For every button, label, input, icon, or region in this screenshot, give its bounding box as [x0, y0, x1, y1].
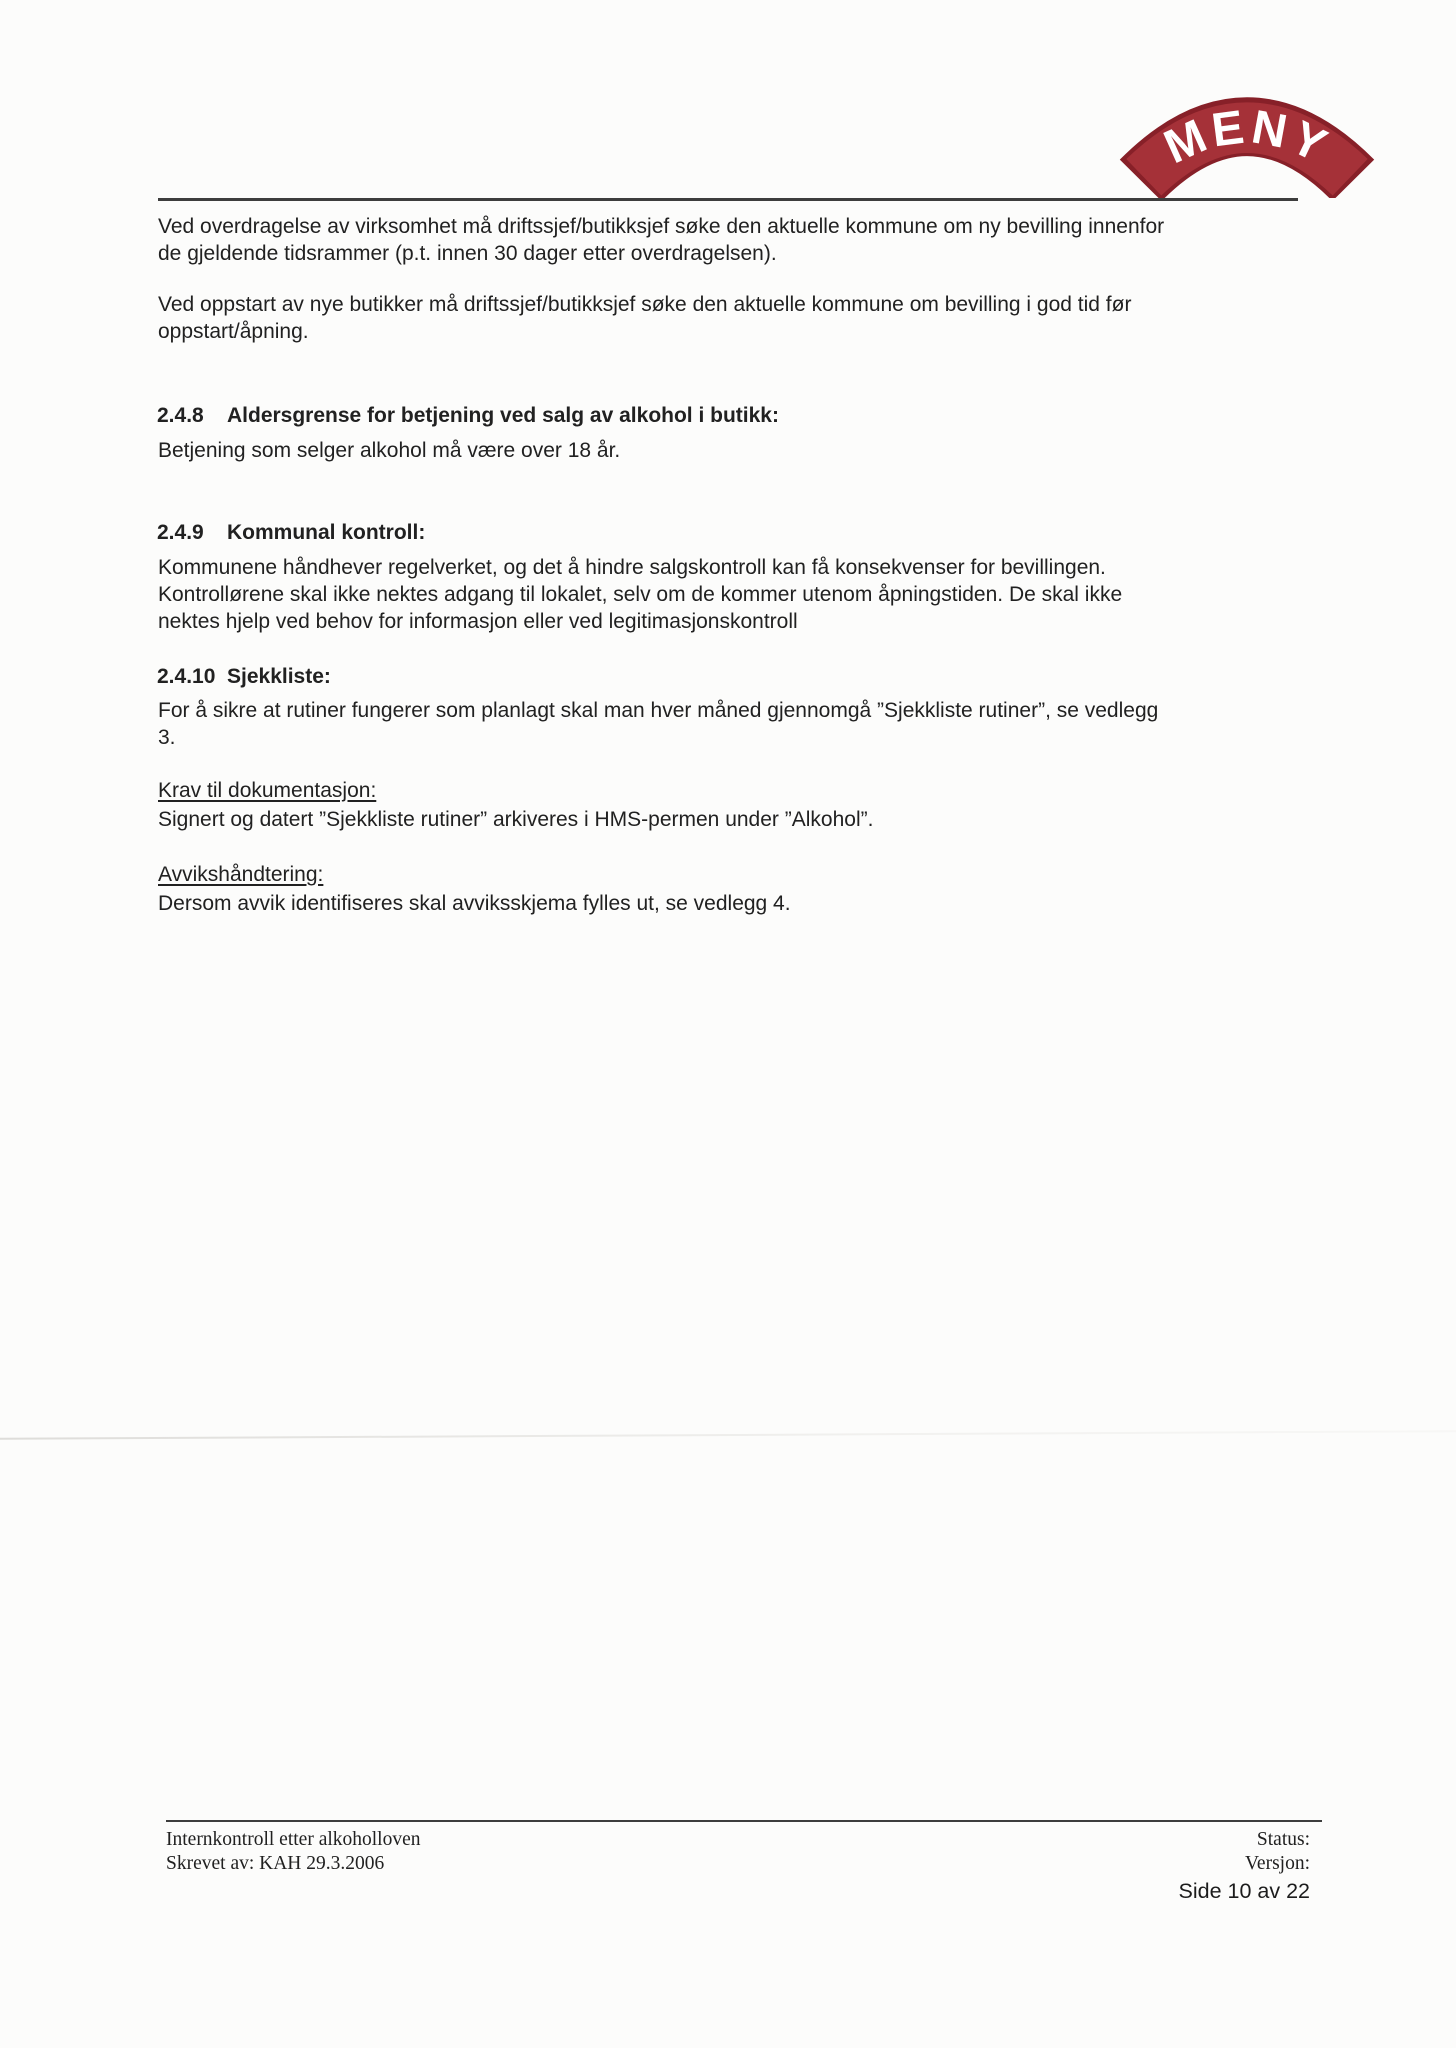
text-line: For å sikre at rutiner fungerer som planlagt skal man hver måned gjennomgå ”Sjekkliste rutiner”, se vedlegg	[158, 699, 1159, 722]
text-line: Betjening som selger alkohol må være over 18 år.	[158, 439, 621, 462]
text-line: de gjeldende tidsrammer (p.t. innen 30 dager etter overdragelsen).	[158, 242, 777, 265]
text-line: Kontrollørene skal ikke nektes adgang til lokalet, selv om de kommer utenom åpningstiden. De skal ikke	[158, 583, 1123, 606]
section-title: Kommunal kontroll:	[227, 521, 426, 544]
section-heading-2-4-8	[157, 402, 779, 429]
subsection-heading-avvik: Avvikshåndtering:	[158, 863, 324, 886]
header-divider	[158, 198, 1298, 201]
section-body-2-4-8	[158, 437, 620, 464]
text-line: Signert og datert ”Sjekkliste rutiner” arkiveres i HMS-permen under ”Alkohol”.	[158, 808, 874, 831]
text-line: nektes hjelp ved behov for informasjon eller ved legitimasjonskontroll	[158, 610, 798, 633]
paragraph-overdragelse	[158, 213, 1164, 267]
section-number: 2.4.8	[157, 404, 204, 427]
section-heading-2-4-9	[157, 519, 425, 546]
subsection-body-dokumentasjon	[158, 806, 873, 833]
section-number: 2.4.10	[157, 665, 216, 688]
section-title: Aldersgrense for betjening ved salg av alkohol i butikk:	[227, 404, 779, 427]
text-line: 3.	[158, 726, 176, 749]
footer-doc-title: Internkontroll etter alkoholloven	[166, 1829, 421, 1850]
scan-crease-artifact	[0, 1430, 1456, 1440]
meny-logo-icon	[1118, 76, 1376, 198]
section-heading-2-4-10	[157, 663, 331, 690]
footer-right	[1179, 1828, 1311, 1904]
section-body-2-4-9	[158, 554, 1122, 635]
paragraph-oppstart	[158, 291, 1131, 345]
text-line: oppstart/åpning.	[158, 320, 309, 343]
text-line: Ved overdragelse av virksomhet må driftssjef/butikksjef søke den aktuelle kommune om ny bevilling innenfor	[158, 215, 1165, 238]
text-line: Dersom avvik identifiseres skal avviksskjema fylles ut, se vedlegg 4.	[158, 892, 791, 915]
footer-left	[166, 1828, 421, 1876]
section-body-2-4-10	[158, 697, 1158, 751]
footer-version-label: Versjon:	[1245, 1853, 1310, 1874]
text-line: Ved oppstart av nye butikker må driftssjef/butikksjef søke den aktuelle kommune om bevilling i god tid før	[158, 293, 1132, 316]
footer-author: Skrevet av: KAH 29.3.2006	[166, 1853, 385, 1874]
text-line: Kommunene håndhever regelverket, og det å hindre salgskontroll kan få konsekvenser for bevillingen.	[158, 556, 1106, 579]
footer-status-label: Status:	[1256, 1829, 1310, 1850]
section-title: Sjekkliste:	[227, 665, 331, 688]
subsection-body-avvik	[158, 890, 791, 917]
footer-divider	[166, 1820, 1322, 1822]
subsection-heading-dokumentasjon: Krav til dokumentasjon:	[158, 779, 377, 802]
meny-logo	[1118, 76, 1376, 198]
footer-page-number: Side 10 av 22	[1178, 1879, 1310, 1903]
section-number: 2.4.9	[157, 521, 204, 544]
meny-logo-text: MENY	[1156, 100, 1339, 175]
